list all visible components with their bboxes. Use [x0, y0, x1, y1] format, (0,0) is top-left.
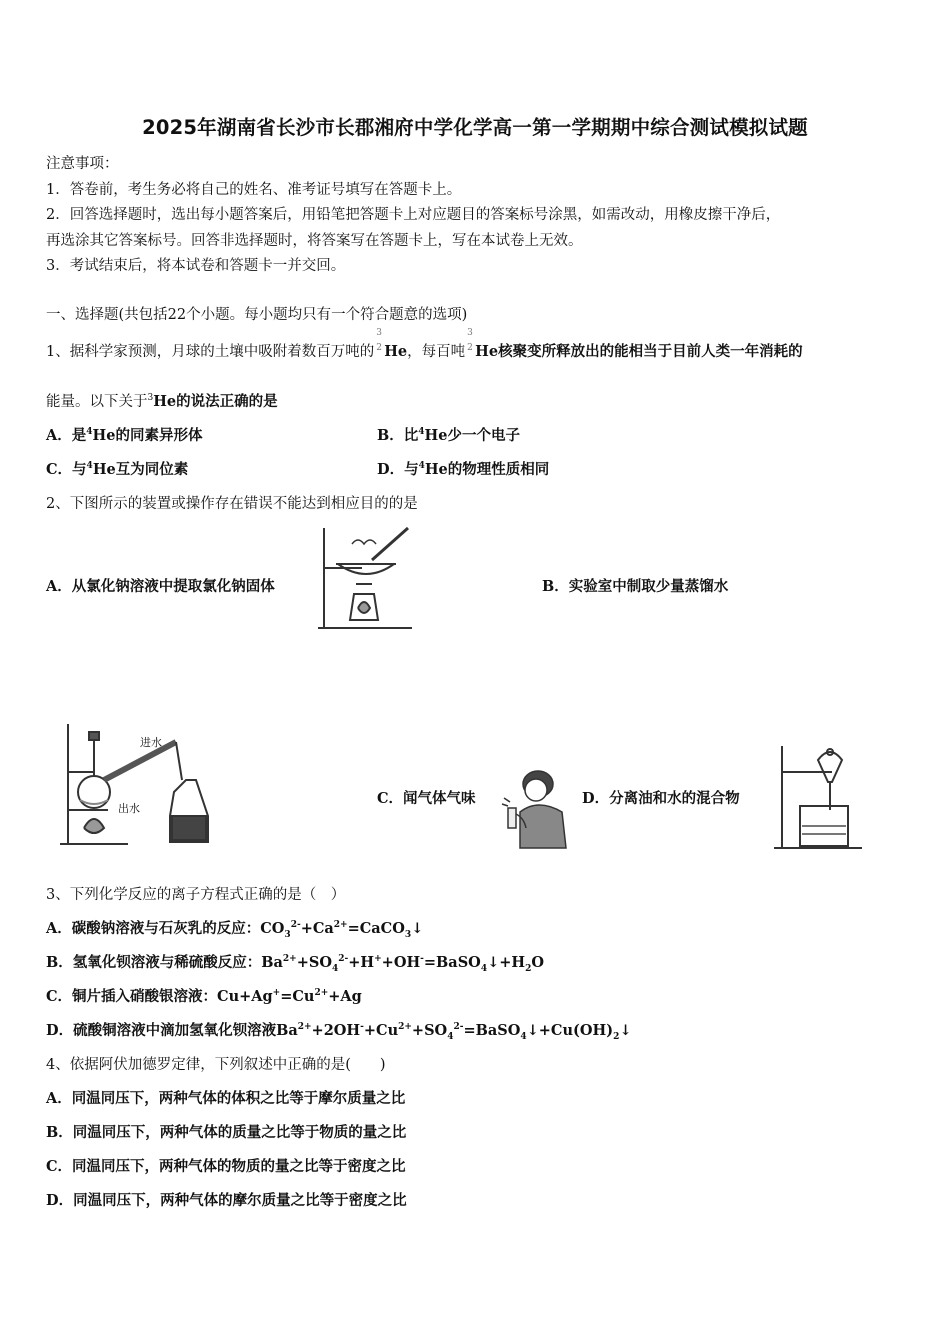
question-3-stem: 3、下列化学反应的离子方程式正确的是（ ） — [46, 887, 346, 903]
question-1-stem-cont: 能量。以下关于$^3$He的说法正确的是 — [46, 393, 278, 410]
separatory-funnel-figure — [772, 742, 864, 852]
distillation-apparatus-figure — [58, 720, 216, 850]
notes-item: 2．回答选择题时，选出每小题答案后，用铅笔把答题卡上对应题目的答案标号涂黑，如需改动，用橡皮擦干净后， — [46, 207, 781, 223]
q3-option-a[interactable]: A．碳酸钠溶液与石灰乳的反应：$CO_3^{2-}+Ca^{2+}=CaCO_3↓$ — [46, 920, 424, 940]
q1-option-c[interactable]: C．与$^4$He互为同位素 — [46, 461, 189, 478]
notes-item: 3．考试结束后，将本试卷和答题卡一并交回。 — [46, 258, 346, 274]
q3-option-c[interactable]: C．铜片插入硝酸银溶液：$Cu+Ag^+=Cu^{2+}+Ag$ — [46, 988, 362, 1005]
section-heading: 一、选择题(共包括22个小题。每小题均只有一个符合题意的选项) — [46, 307, 468, 323]
q4-option-a[interactable]: A．同温同压下，两种气体的体积之比等于摩尔质量之比 — [46, 1090, 406, 1107]
notes-item: 1．答卷前，考生务必将自己的姓名、准考证号填写在答题卡上。 — [46, 182, 462, 198]
evaporation-apparatus-figure — [316, 524, 420, 634]
isotope-notation: 3 2 — [467, 328, 473, 353]
q4-option-c[interactable]: C．同温同压下，两种气体的物质的量之比等于密度之比 — [46, 1158, 406, 1175]
question-1-stem: 1、据科学家预测，月球的土壤中吸附着数百万吨的 3 2 He，每百吨 3 2 He核聚变所释放出的能相当于目前人类一年消耗的 — [46, 328, 803, 360]
isotope-notation: 3 2 — [376, 328, 382, 353]
water-in-label: 进水 — [140, 736, 162, 749]
smell-gas-figure — [498, 768, 570, 850]
q2-option-c[interactable]: C．闻气体气味 — [377, 790, 476, 807]
q3-option-b[interactable]: B．氢氧化钡溶液与稀硫酸反应：$Ba^{2+}+SO_4^{2-}+H^++OH^-=BaSO_4↓+H_2O$ — [46, 954, 544, 974]
notes-item: 再选涂其它答案标号。回答非选择题时，将答案写在答题卡上，写在本试卷上无效。 — [46, 233, 583, 249]
q1-option-a[interactable]: A．是$^4$He的同素异形体 — [46, 427, 203, 444]
q1-option-b[interactable]: B．比$^4$He少一个电子 — [377, 427, 520, 444]
notes-heading: 注意事项： — [46, 156, 119, 172]
q4-option-b[interactable]: B．同温同压下，两种气体的质量之比等于物质的量之比 — [46, 1124, 407, 1141]
q3-option-d[interactable]: D．硫酸铜溶液中滴加氢氧化钡溶液$Ba^{2+}+2OH^-+Cu^{2+}+SO_4^{2-}=BaSO_4↓+Cu(OH)_2↓$ — [46, 1022, 632, 1042]
question-4-stem: 4、依据阿伏加德罗定律，下列叙述中正确的是( ) — [46, 1057, 386, 1073]
question-2-stem: 2、下图所示的装置或操作存在错误不能达到相应目的的是 — [46, 496, 418, 512]
q1-option-d[interactable]: D．与$^4$He的物理性质相同 — [377, 461, 550, 478]
q2-option-b[interactable]: B．实验室中制取少量蒸馏水 — [542, 578, 729, 595]
q2-option-a[interactable]: A．从氯化钠溶液中提取氯化钠固体 — [46, 578, 275, 595]
q2-option-d[interactable]: D．分离油和水的混合物 — [582, 790, 740, 807]
water-out-label: 出水 — [118, 802, 140, 815]
q4-option-d[interactable]: D．同温同压下，两种气体的摩尔质量之比等于密度之比 — [46, 1192, 407, 1209]
page-title: 2025年湖南省长沙市长郡湘府中学化学高一第一学期期中综合测试模拟试题 — [142, 116, 808, 139]
